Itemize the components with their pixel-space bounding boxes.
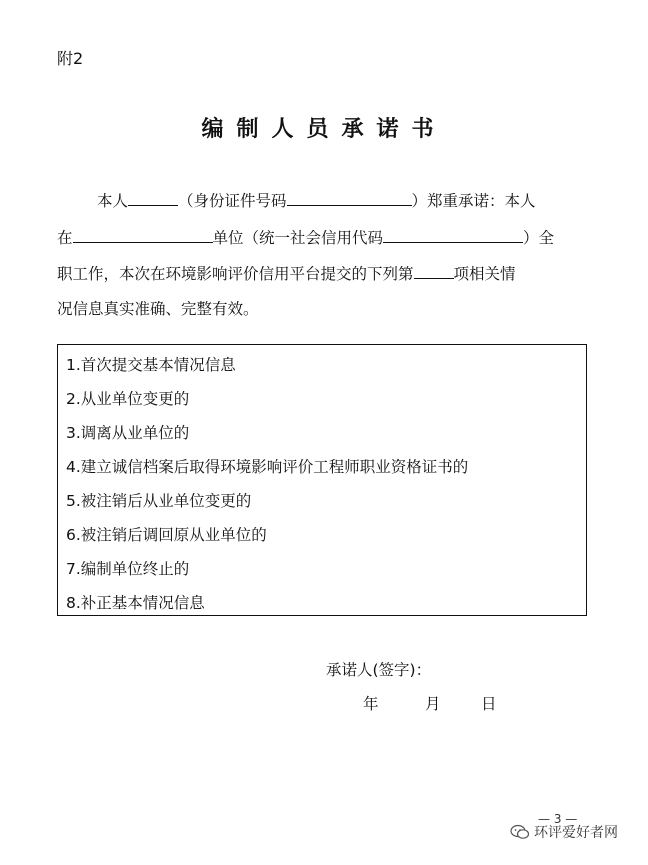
list-item: 4.建立诚信档案后取得环境影响评价工程师职业资格证书的 — [66, 458, 469, 476]
date-month: 月 — [425, 695, 441, 713]
statement-text: 职工作，本次在环境影响评价信用平台提交的下列第 — [57, 265, 414, 283]
statement-text: 项相关情 — [453, 265, 516, 283]
list-item: 1.首次提交基本情况信息 — [66, 356, 236, 374]
attachment-label: 附2 — [57, 49, 84, 68]
name-blank[interactable] — [128, 191, 178, 206]
id-number-blank[interactable] — [287, 191, 412, 206]
unit-blank[interactable] — [73, 228, 213, 243]
statement-text: （身份证件号码 — [178, 192, 287, 210]
statement-line-2 — [57, 226, 587, 248]
watermark-text: 环评爱好者网 — [534, 825, 618, 841]
statement-text: 单位（统一社会信用代码 — [212, 229, 384, 247]
date-day: 日 — [481, 695, 497, 713]
statement-line-1 — [57, 189, 587, 211]
statement-text: 本人 — [97, 192, 129, 210]
list-item: 7.编制单位终止的 — [66, 560, 190, 578]
signature-label: 承诺人(签字)： — [326, 661, 432, 679]
watermark — [510, 822, 618, 842]
list-item: 3.调离从业单位的 — [66, 424, 190, 442]
document-title: 编制人员承诺书 — [201, 116, 447, 142]
credit-code-blank[interactable] — [383, 228, 523, 243]
statement-line-3 — [57, 262, 587, 284]
statement-line-4: 况信息真实准确、完整有效。 — [57, 300, 259, 318]
items-box — [57, 344, 587, 616]
statement-text: ）全 — [523, 229, 555, 247]
list-item: 6.被注销后调回原从业单位的 — [66, 526, 267, 544]
statement-text: ）郑重承诺：本人 — [411, 192, 536, 210]
statement-text: 在 — [57, 229, 73, 247]
page-number: — 3 — — [538, 812, 578, 826]
list-item: 2.从业单位变更的 — [66, 390, 190, 408]
item-number-blank[interactable] — [414, 264, 454, 279]
wechat-icon — [510, 824, 530, 840]
list-item: 8.补正基本情况信息 — [66, 594, 205, 612]
list-item: 5.被注销后从业单位变更的 — [66, 492, 252, 510]
date-year: 年 — [363, 695, 379, 713]
